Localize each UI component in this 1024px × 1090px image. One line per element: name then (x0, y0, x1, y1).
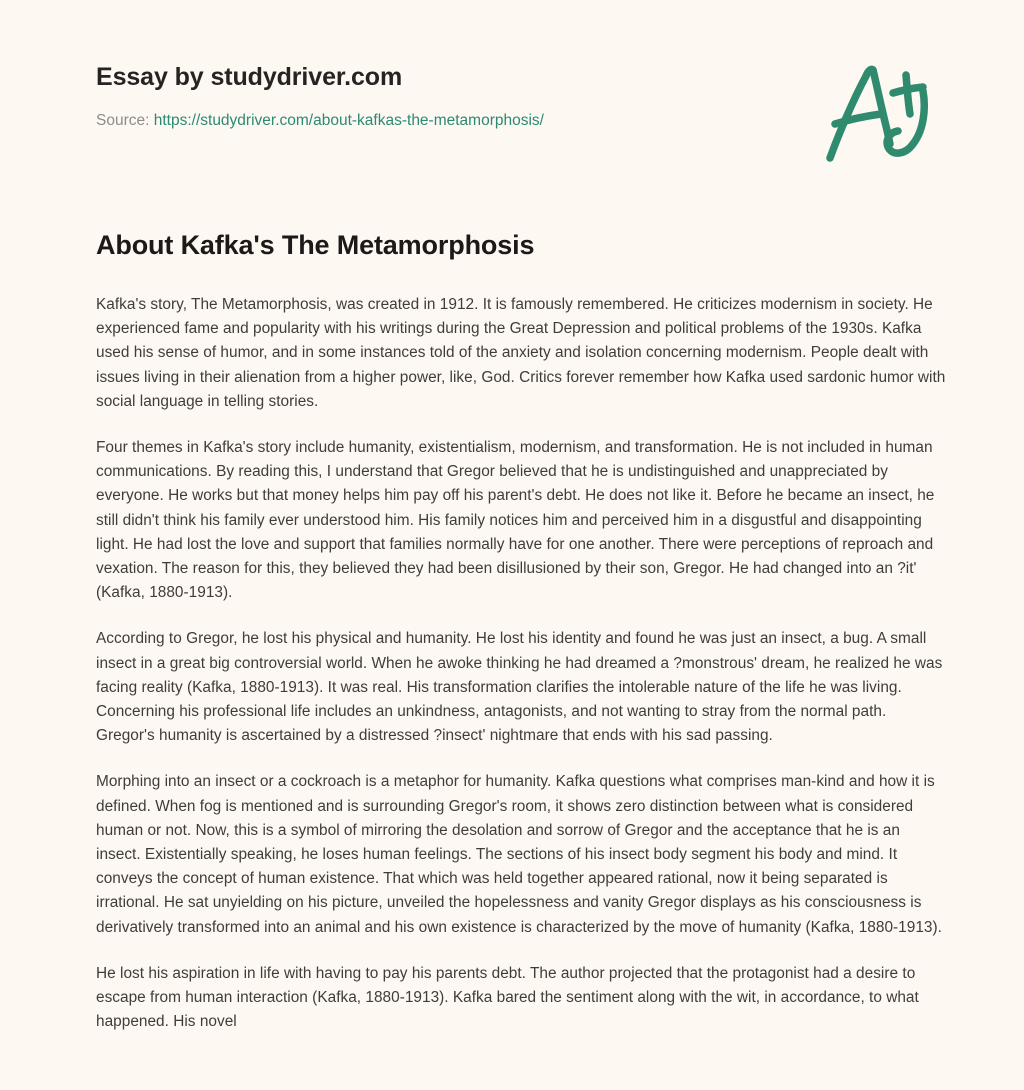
a-plus-logo (818, 58, 938, 168)
article-body (96, 293, 946, 1034)
paragraph: He lost his aspiration in life with having to pay his parents debt. The author projected that the protagonist had a desire to escape from human interaction (Kafka, 1880-1913). Kafka bared the sentiment along with the wit, in accordance, to what happened. His novel (96, 964, 919, 1031)
page-title: About Kafka's The Metamorphosis (96, 230, 535, 261)
paragraph: According to Gregor, he lost his physical and humanity. He lost his identity and found he was just an insect, a bug. A small insect in a great big controversial world. When he awoke thinking he had dreamed a ?monstrous' dream, he realized he was facing reality (Kafka, 1880-1913). It was real. His transformation clarifies the intolerable nature of the life he was living. Concerning his professional life includes an unkindness, antagonists, and not wanting to stray from the normal path. Gregor's humanity is ascertained by a distressed ?insect' nightmare that ends with his sad passing. (96, 630, 943, 745)
paragraph: Kafka's story, The Metamorphosis, was created in 1912. It is famously remembered. He criticizes modernism in society. He experienced fame and popularity with his writings during the Great Depression and political problems of the 1930s. Kafka used his sense of humor, and in some instances told of the anxiety and isolation concerning modernism. People dealt with issues living in their alienation from a higher power, like, God. Critics forever remember how Kafka used sardonic humor with social language in telling stories. (96, 295, 946, 410)
paragraph: Four themes in Kafka's story include humanity, existentialism, modernism, and transformation. He is not included in human communications. By reading this, I understand that Gregor believed that he is undistinguished and unappreciated by everyone. He works but that money helps him pay off his parent's debt. He does not like it. Before he became an insect, he still didn't think his family ever understood him. His family notices him and perceived him in a disgustful and disappointing light. He had lost the love and support that families normally have for one another. There were perceptions of reproach and vexation. The reason for this, they believed they had been disillusioned by their son, Gregor. He had changed into an ?it' (Kafka, 1880-1913). (96, 438, 935, 602)
a-plus-logo-icon (818, 58, 938, 168)
source-label: Source: (96, 112, 150, 129)
source-url-link[interactable]: https://studydriver.com/about-kafkas-the-metamorphosis/ (153, 112, 544, 129)
paragraph: Morphing into an insect or a cockroach is a metaphor for humanity. Kafka questions what comprises man-kind and how it is defined. When fog is mentioned and is surrounding Gregor's room, it shows zero distinction between what is considered human or not. Now, this is a symbol of mirroring the desolation and sorrow of Gregor and the acceptance that he is an insect. Existentially speaking, he loses human feelings. The sections of his insect body segment his body and mind. It conveys the concept of human existence. That which was held together appeared rational, now it being separated is irrational. He sat unyielding on his picture, unveiled the hopelessness and vanity Gregor displays as his consciousness is derivatively transformed into an animal and his own existence is characterized by the move of humanity (Kafka, 1880-1913). (96, 773, 942, 936)
article (0, 131, 1024, 1034)
brand-title: Essay by studydriver.com (96, 63, 403, 91)
page-header (0, 0, 1024, 131)
